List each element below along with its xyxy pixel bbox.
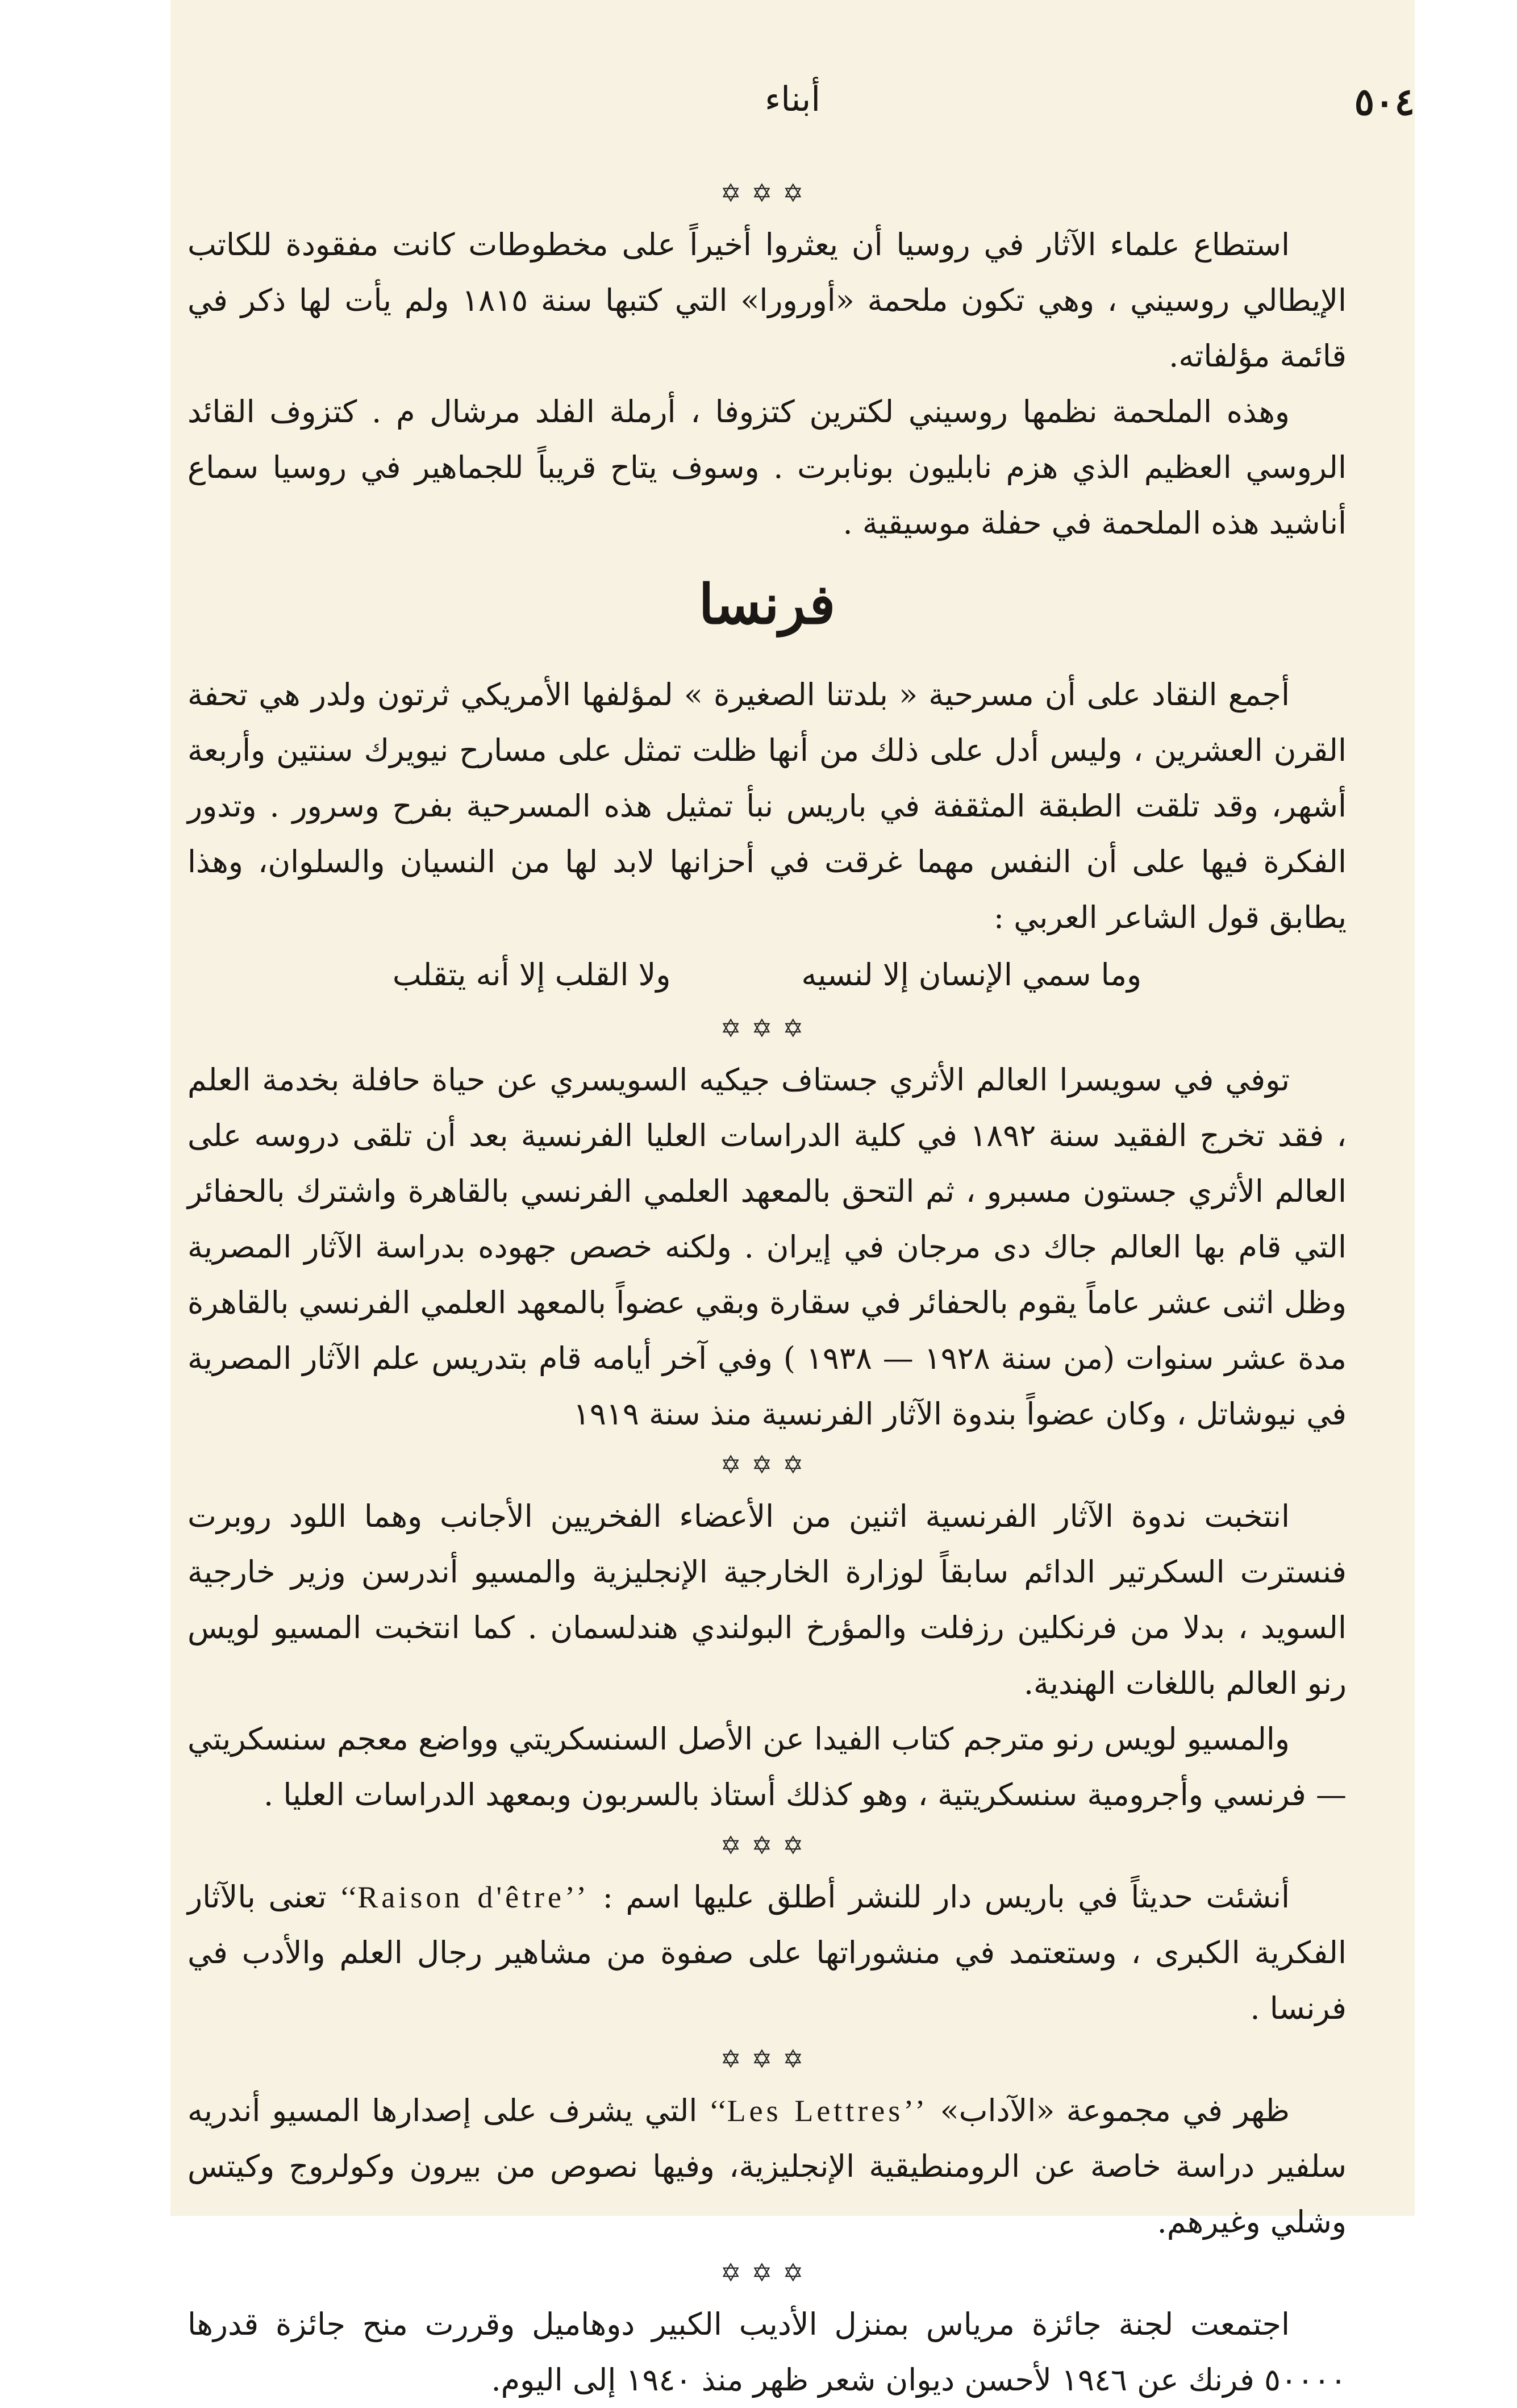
paragraph-russia-2: وهذه الملحمة نظمها روسيني لكترين كتزوفا ، أرملة الفلد مرشال م . كتزوف القائد الروسي العظيم الذي هزم نابليون بونابرت . وسوف يتاح قريباً للجماهير في روسيا سماع أناشيد هذه الملحمة في حفلة موسيقية . <box>187 394 1347 541</box>
star-ornament-icon: ✡✡✡ <box>720 2045 814 2074</box>
running-title: أبناء <box>765 80 820 119</box>
paragraph-russia-1: استطاع علماء الآثار في روسيا أن يعثروا أخيراً على مخطوطات كانت مفقودة للكاتب الإيطالي روسيني ، وهي تكون ملحمة «أورورا» التي كتبها سنة ١٨١٥ ولم يأت لها ذكر في قائمة مؤلفاته. <box>187 227 1347 374</box>
lettres-text-before: ظهر في مجموعة «الآداب» <box>940 2093 1290 2128</box>
publishing-text-before: أنشئت حديثاً في باريس دار للنشر أطلق عليها اسم : <box>602 1879 1290 1915</box>
verse-first-hemistich: وما سمي الإنسان إلا لنسيه <box>801 957 1142 993</box>
lettres-text-after: التي يشرف على إصدارها المسيو أندريه سلفير دراسة خاصة عن الرومنطيقية الإنجليزية، وفيها نصوص من بيرون وكولروج وكيتس وشلي وغيرهم. <box>187 2093 1347 2240</box>
les-lettres-title: ‘‘Les Lettres’’ <box>709 2094 929 2128</box>
poem-verse <box>187 948 1347 1002</box>
section-title-france: فرنسا <box>698 572 836 636</box>
article-body <box>187 170 1347 2408</box>
paragraph-prize: اجتمعت لجنة جائزة مرياس بمنزل الأديب الكبير دوهاميل وقررت منح جائزة قدرها ٥٠٠٠٠ فرنك عن ١٩٤٦ لأحسن ديوان شعر ظهر منذ ١٩٤٠ إلى اليوم. <box>187 2306 1347 2398</box>
star-ornament-icon: ✡✡✡ <box>720 1014 814 1043</box>
paragraph-academy-election: انتخبت ندوة الآثار الفرنسية اثنين من الأعضاء الفخريين الأجانب وهما اللود روبرت فنسترت السكرتير الدائم سابقاً لوزارة الخارجية الإنجليزية والمسيو أندرسن وزير خارجية السويد ، بدلا من فرنكلين رزفلت والمؤرخ البولندي هندلسمان . كما انتخبت المسيو لويس رنو العالم باللغات الهندية. <box>187 1498 1347 1701</box>
paragraph-publishing-house <box>187 1869 1347 2036</box>
raison-detre-title: ‘‘Raison d'être’’ <box>339 1880 590 1914</box>
paragraph-wilder-play: أجمع النقاد على أن مسرحية « بلدتنا الصغيرة » لمؤلفها الأمريكي ثرتون ولدر هي تحفة القرن العشرين ، وليس أدل على ذلك من أنها ظلت تمثل على مسارح نيويرك سنتين وأربعة أشهر، وقد تلقت الطبقة المثقفة في باريس نبأ تمثيل هذه المسرحية بفرح وسرور . وتدور الفكرة فيها على أن النفس مهما غرقت في أحزانها لابد لها من النسيان والسلوان، وهذا يطابق قول الشاعر العربي : <box>187 677 1347 935</box>
page-number: ٥٠٤ <box>1354 80 1415 124</box>
star-ornament-icon: ✡✡✡ <box>720 1831 814 1860</box>
publishing-text-after: تعنى بالآثار الفكرية الكبرى ، وستعتمد في منشوراتها على صفوة من مشاهير رجال العلم والأدب في فرنسا . <box>187 1879 1347 2026</box>
paragraph-louis-renou: والمسيو لويس رنو مترجم كتاب الفيدا عن الأصل السنسكريتي وواضع معجم سنسكريتي — فرنسي وأجرومية سنسكريتية ، وهو كذلك أستاذ بالسربون وبمعهد الدراسات العليا . <box>187 1721 1347 1813</box>
star-ornament-icon: ✡✡✡ <box>720 2259 814 2288</box>
verse-second-hemistich: ولا القلب إلا أنه يتقلب <box>392 957 671 993</box>
paragraph-jequier-obituary: توفي في سويسرا العالم الأثري جستاف جيكيه السويسري عن حياة حافلة بخدمة العلم ، فقد تخرج الفقيد سنة ١٨٩٢ في كلية الدراسات العليا الفرنسية بعد أن تلقى دروسه على العالم الأثري جستون مسبرو ، ثم التحق بالمعهد العلمي الفرنسي بالقاهرة واشترك بالحفائر التي قام بها العالم جاك دى مرجان في إيران . ولكنه خصص جهوده بدراسة الآثار المصرية وظل اثنى عشر عاماً يقوم بالحفائر في سقارة وبقي عضواً بالمعهد العلمي الفرنسي بالقاهرة مدة عشر سنوات (من سنة ١٩٢٨ — ١٩٣٨ ) وفي آخر أيامه قام بتدريس علم الآثار المصرية في نيوشاتل ، وكان عضواً بندوة الآثار الفرنسية منذ سنة ١٩١٩ <box>187 1062 1347 1432</box>
star-ornament-icon: ✡✡✡ <box>720 1451 814 1480</box>
page-header <box>170 68 1415 131</box>
paragraph-les-lettres <box>187 2083 1347 2250</box>
star-ornament-icon: ✡✡✡ <box>720 179 814 208</box>
